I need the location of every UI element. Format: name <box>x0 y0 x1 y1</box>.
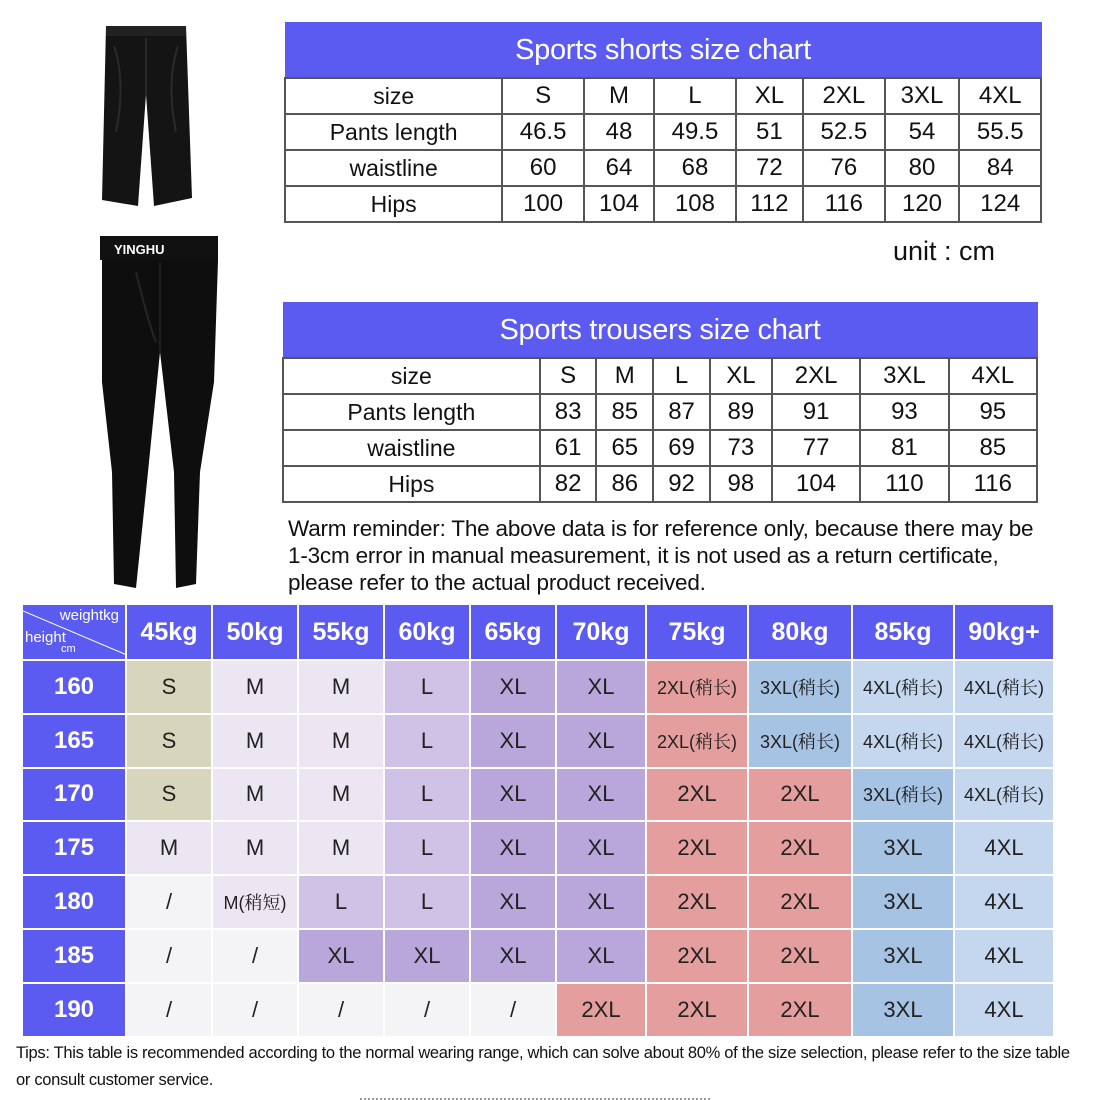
weight-header: 85kg <box>852 604 954 660</box>
size-cell: L <box>384 768 470 822</box>
table-cell: 116 <box>949 466 1037 502</box>
size-cell: L <box>384 821 470 875</box>
size-cell: M <box>298 821 384 875</box>
size-cell: 4XL(稍长) <box>954 660 1054 714</box>
table-cell: 85 <box>949 430 1037 466</box>
height-label: 170 <box>22 768 126 822</box>
size-cell: 2XL <box>646 983 748 1037</box>
size-cell: 4XL <box>954 875 1054 929</box>
size-header: M <box>584 78 654 114</box>
size-header: S <box>540 358 597 394</box>
size-cell: 4XL <box>954 983 1054 1037</box>
size-header: 2XL <box>772 358 860 394</box>
table-cell: 104 <box>584 186 654 222</box>
table-cell: 80 <box>885 150 960 186</box>
table-cell: 46.5 <box>502 114 584 150</box>
size-cell: 2XL <box>748 768 852 822</box>
size-header: L <box>653 358 710 394</box>
height-label: 165 <box>22 714 126 768</box>
table-cell: 124 <box>959 186 1041 222</box>
cropped-text-line <box>360 1092 710 1100</box>
table-cell: 72 <box>736 150 803 186</box>
weight-header: 45kg <box>126 604 212 660</box>
weight-header: 90kg+ <box>954 604 1054 660</box>
table-cell: 85 <box>596 394 653 430</box>
table-cell: 65 <box>596 430 653 466</box>
size-cell: 3XL(稍长) <box>748 714 852 768</box>
size-cell: 3XL <box>852 983 954 1037</box>
size-cell: M(稍短) <box>212 875 298 929</box>
row-label: Pants length <box>285 114 502 150</box>
grid-corner <box>22 604 126 660</box>
size-cell: XL <box>556 714 646 768</box>
size-cell: 3XL(稍长) <box>852 768 954 822</box>
table-row <box>283 358 1037 394</box>
table-cell: 82 <box>540 466 597 502</box>
size-cell: 2XL <box>646 875 748 929</box>
height-label: 180 <box>22 875 126 929</box>
table-row <box>283 430 1037 466</box>
table-row <box>285 150 1041 186</box>
table-cell: 116 <box>803 186 885 222</box>
size-cell: M <box>212 821 298 875</box>
size-cell: 2XL <box>748 821 852 875</box>
weight-header: 50kg <box>212 604 298 660</box>
table-cell: 95 <box>949 394 1037 430</box>
table-cell: 98 <box>710 466 772 502</box>
size-cell: XL <box>556 875 646 929</box>
size-cell: / <box>298 983 384 1037</box>
table-cell: 52.5 <box>803 114 885 150</box>
size-cell: / <box>470 983 556 1037</box>
table-cell: 54 <box>885 114 960 150</box>
size-cell: 2XL <box>646 768 748 822</box>
size-cell: 4XL(稍长) <box>954 768 1054 822</box>
table-cell: 77 <box>772 430 860 466</box>
grid-row <box>22 875 1054 929</box>
size-header: M <box>596 358 653 394</box>
size-cell: 2XL(稍长) <box>646 660 748 714</box>
weight-header: 55kg <box>298 604 384 660</box>
table-cell: 49.5 <box>654 114 736 150</box>
row-label: Hips <box>283 466 540 502</box>
size-cell: M <box>298 660 384 714</box>
weight-header: 80kg <box>748 604 852 660</box>
table-cell: 104 <box>772 466 860 502</box>
size-cell: 3XL <box>852 821 954 875</box>
size-cell: S <box>126 714 212 768</box>
size-cell: 2XL <box>646 929 748 983</box>
corner-height-label: height <box>25 629 66 646</box>
weight-header: 70kg <box>556 604 646 660</box>
row-label: waistline <box>285 150 502 186</box>
table-row <box>283 394 1037 430</box>
table-cell: 61 <box>540 430 597 466</box>
size-cell: XL <box>556 929 646 983</box>
size-cell: M <box>212 714 298 768</box>
size-cell: 4XL(稍长) <box>852 714 954 768</box>
size-header: 4XL <box>959 78 1041 114</box>
size-cell: XL <box>298 929 384 983</box>
table-cell: 93 <box>860 394 948 430</box>
size-cell: XL <box>384 929 470 983</box>
size-cell: 2XL <box>748 983 852 1037</box>
height-label: 190 <box>22 983 126 1037</box>
weight-header: 65kg <box>470 604 556 660</box>
shorts-chart-title: Sports shorts size chart <box>285 23 1041 79</box>
table-cell: 87 <box>653 394 710 430</box>
size-header: L <box>654 78 736 114</box>
table-cell: 60 <box>502 150 584 186</box>
table-cell: 76 <box>803 150 885 186</box>
size-cell: L <box>384 875 470 929</box>
table-cell: 89 <box>710 394 772 430</box>
size-cell: L <box>298 875 384 929</box>
size-cell: / <box>126 875 212 929</box>
size-header: 3XL <box>860 358 948 394</box>
size-header: 3XL <box>885 78 960 114</box>
size-header-label: size <box>283 358 540 394</box>
grid-row <box>22 983 1054 1037</box>
table-row <box>285 186 1041 222</box>
table-cell: 91 <box>772 394 860 430</box>
table-cell: 120 <box>885 186 960 222</box>
size-cell: M <box>298 768 384 822</box>
shorts-size-table <box>284 22 1042 223</box>
table-cell: 84 <box>959 150 1041 186</box>
size-cell: 4XL(稍长) <box>852 660 954 714</box>
size-cell: S <box>126 768 212 822</box>
size-header: S <box>502 78 584 114</box>
size-header: XL <box>710 358 772 394</box>
size-cell: 3XL <box>852 929 954 983</box>
size-cell: 4XL <box>954 821 1054 875</box>
size-header: 2XL <box>803 78 885 114</box>
row-label: Pants length <box>283 394 540 430</box>
table-cell: 110 <box>860 466 948 502</box>
size-cell: L <box>384 660 470 714</box>
table-cell: 55.5 <box>959 114 1041 150</box>
size-cell: XL <box>470 821 556 875</box>
table-row <box>285 114 1041 150</box>
weight-header: 75kg <box>646 604 748 660</box>
size-cell: 2XL <box>748 875 852 929</box>
size-cell: XL <box>470 929 556 983</box>
height-label: 185 <box>22 929 126 983</box>
weight-header-row <box>22 604 1054 660</box>
table-cell: 73 <box>710 430 772 466</box>
size-header-label: size <box>285 78 502 114</box>
size-cell: XL <box>470 875 556 929</box>
size-cell: 2XL <box>748 929 852 983</box>
size-recommendation-grid <box>22 604 1054 1034</box>
row-label: waistline <box>283 430 540 466</box>
size-header: XL <box>736 78 803 114</box>
table-cell: 48 <box>584 114 654 150</box>
table-cell: 86 <box>596 466 653 502</box>
size-cell: L <box>384 714 470 768</box>
grid-row <box>22 714 1054 768</box>
grid-body <box>22 660 1054 1037</box>
size-cell: XL <box>470 714 556 768</box>
size-header: 4XL <box>949 358 1037 394</box>
table-cell: 68 <box>654 150 736 186</box>
corner-cm-label: cm <box>61 643 76 655</box>
grid-row <box>22 929 1054 983</box>
size-cell: S <box>126 660 212 714</box>
table-row <box>283 466 1037 502</box>
size-cell: 2XL <box>646 821 748 875</box>
size-cell: M <box>212 660 298 714</box>
weight-header: 60kg <box>384 604 470 660</box>
size-cell: M <box>298 714 384 768</box>
warm-reminder-text: Warm reminder: The above data is for reference only, because there may be 1-3cm error in manual measurement, it is not used as a return certificate, please refer to the actual product received. <box>288 516 1034 595</box>
table-cell: 51 <box>736 114 803 150</box>
table-cell: 83 <box>540 394 597 430</box>
table-row <box>285 78 1041 114</box>
size-cell: XL <box>470 768 556 822</box>
size-cell: 4XL <box>954 929 1054 983</box>
size-cell: 2XL(稍长) <box>646 714 748 768</box>
size-cell: XL <box>470 660 556 714</box>
trousers-size-table <box>282 302 1038 503</box>
size-cell: 2XL <box>556 983 646 1037</box>
size-cell: / <box>126 983 212 1037</box>
size-cell: / <box>212 983 298 1037</box>
height-label: 175 <box>22 821 126 875</box>
size-cell: 4XL(稍长) <box>954 714 1054 768</box>
tips-text: Tips: This table is recommended according to the normal wearing range, which can solve about 80% of the size selection, please refer to the size table or consult customer service. <box>16 1044 1070 1089</box>
size-cell: / <box>384 983 470 1037</box>
size-cell: 3XL(稍长) <box>748 660 852 714</box>
table-cell: 108 <box>654 186 736 222</box>
size-cell: / <box>126 929 212 983</box>
size-cell: / <box>212 929 298 983</box>
table-cell: 81 <box>860 430 948 466</box>
size-cell: XL <box>556 768 646 822</box>
table-cell: 69 <box>653 430 710 466</box>
size-cell: M <box>212 768 298 822</box>
grid-row <box>22 821 1054 875</box>
sports-shorts-photo <box>100 22 192 214</box>
waistband-brand-text: YINGHU <box>114 242 165 257</box>
size-cell: XL <box>556 821 646 875</box>
corner-weight-label: weightkg <box>59 607 119 624</box>
sports-leggings-photo <box>96 232 226 594</box>
trousers-chart-title: Sports trousers size chart <box>283 303 1037 359</box>
size-cell: 3XL <box>852 875 954 929</box>
unit-label: unit : cm <box>893 236 996 266</box>
grid-row <box>22 660 1054 714</box>
table-cell: 92 <box>653 466 710 502</box>
height-label: 160 <box>22 660 126 714</box>
grid-row <box>22 768 1054 822</box>
table-cell: 112 <box>736 186 803 222</box>
size-cell: M <box>126 821 212 875</box>
table-cell: 64 <box>584 150 654 186</box>
row-label: Hips <box>285 186 502 222</box>
table-cell: 100 <box>502 186 584 222</box>
size-cell: XL <box>556 660 646 714</box>
